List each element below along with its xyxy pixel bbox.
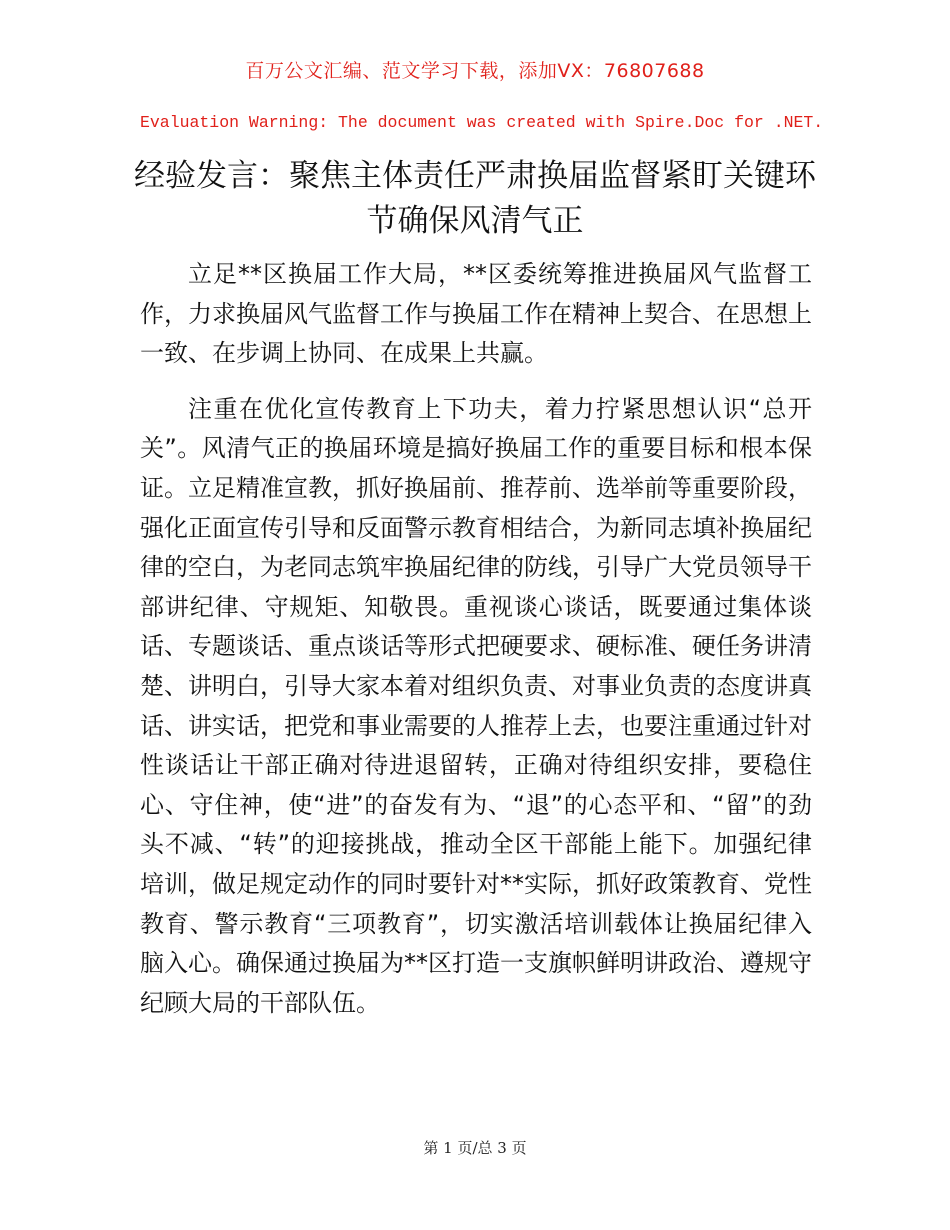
paragraph-intro: 立足**区换届工作大局，**区委统筹推进换届风气监督工作，力求换届风气监督工作与换届工作在精神上契合、在思想上一致、在步调上协同、在成果上共赢。 [140, 260, 812, 368]
evaluation-warning: Evaluation Warning: The document was created with Spire.Doc for .NET. [140, 113, 824, 132]
paragraph-education: 注重在优化宣传教育上下功夫，着力拧紧思想认识“总开关”。风清气正的换届环境是搞好换届工作的重要目标和根本保证。立足精准宣教，抓好换届前、推荐前、选举前等重要阶段，强化正面宣传引导和反面警示教育相结合，为新同志填补换届纪律的空白，为老同志筑牢换届纪律的防线，引导广大党员领导干部讲纪律、守规矩、知敬畏。重视谈心谈话，既要通过集体谈话、专题谈话、重点谈话等形式把硬要求、硬标准、硬任务讲清楚、讲明白，引导大家本着对组织负责、对事业负责的态度讲真话、讲实话，把党和事业需要的人推荐上去，也要注重通过针对性谈话让干部正确对待进退留转，正确对待组织安排，要稳住心、守住神，使“进”的奋发有为、“退”的心态平和、“留”的劲头不减、“转”的迎接挑战，推动全区干部能上能下。加强纪律培训，做足规定动作的同时要针对**实际，抓好政策教育、党性教育、警示教育“三项教育”，切实激活培训载体让换届纪律入脑入心。确保通过换届为**区打造一支旗帜鲜明讲政治、遵规守纪顾大局的干部队伍。 [140, 394, 812, 1017]
page-number-footer: 第 1 页/总 3 页 [423, 1139, 527, 1157]
promo-banner: 百万公文汇编、范文学习下载，添加VX：76807688 [245, 60, 705, 82]
document-body [140, 255, 812, 1023]
document-title: 经验发言：聚焦主体责任严肃换届监督紧盯关键环节确保风清气正 [134, 158, 816, 239]
